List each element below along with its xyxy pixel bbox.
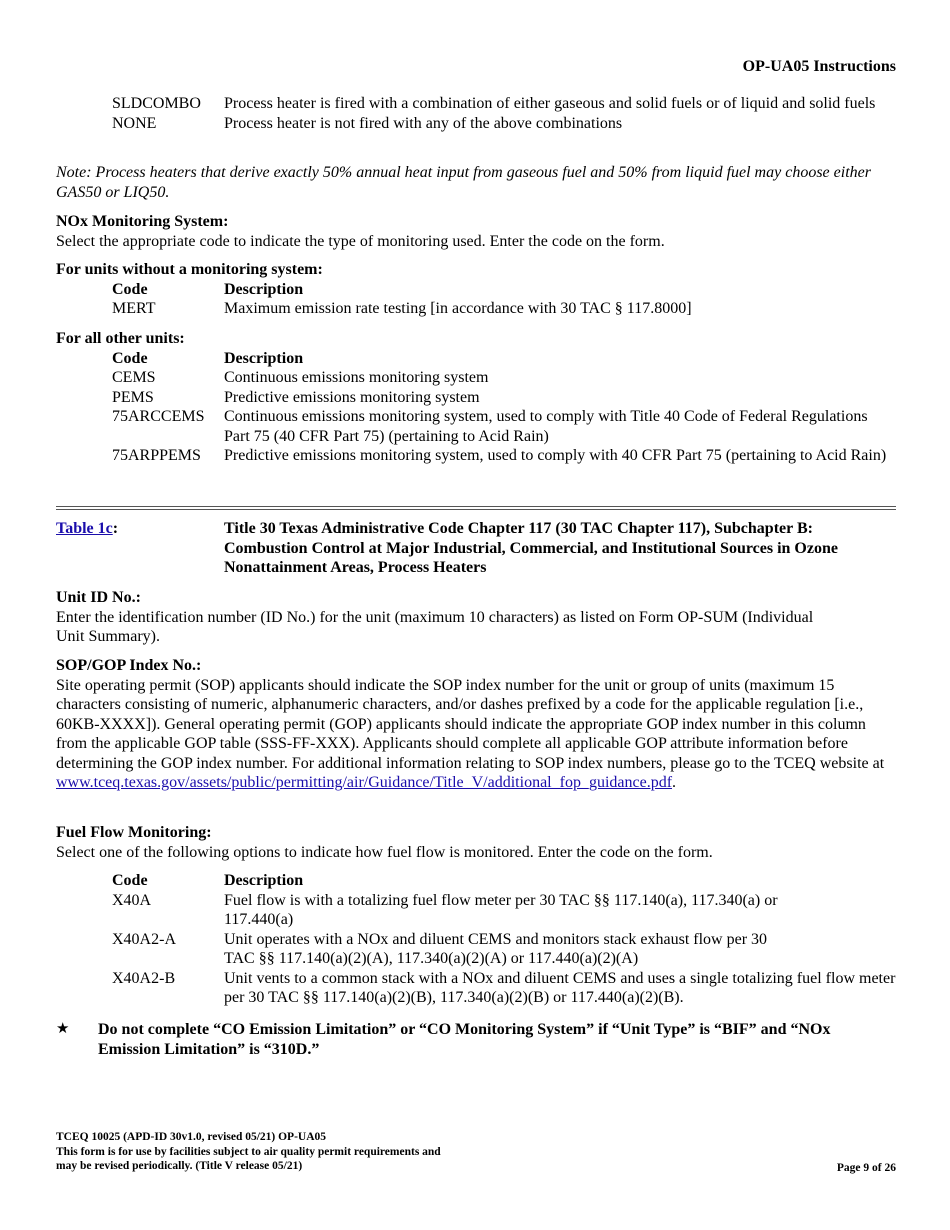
star-icon: ★ [56, 1021, 70, 1037]
table-row [112, 969, 896, 1008]
page-header-title: OP-UA05 Instructions [742, 58, 896, 75]
table-1c-title [56, 519, 896, 578]
section-instruction: Select one of the following options to indicate how fuel flow is monitored. Enter the code on the form. [56, 843, 713, 861]
section-text: Enter the identification number (ID No.) for the unit (maximum 10 characters) as listed on Form OP-SUM (Individual Unit Summary). [56, 608, 814, 645]
section-divider-top [56, 506, 896, 507]
page-number: Page 9 of 26 [836, 1162, 896, 1174]
description-cell: Predictive emissions monitoring system [224, 388, 480, 406]
table-title-text: Title 30 Texas Administrative Code Chapter 117 (30 TAC Chapter 117), Subchapter B: Combustion Control at Major Industrial, Commercial, and Institutional Sources in Ozone Nonattainment Areas, Process Heaters [224, 520, 838, 576]
description-cell: Process heater is fired with a combination of either gaseous and solid fuels or of liquid and solid fuels [224, 95, 876, 112]
column-header-code: Code [112, 349, 148, 367]
code-cell: NONE [112, 114, 157, 132]
code-cell: X40A2-B [112, 969, 176, 987]
sop-gop-section [56, 656, 896, 793]
section-instruction: Select the appropriate code to indicate the type of monitoring used. Enter the code on the form. [56, 232, 665, 250]
section-heading: Unit ID No.: [56, 589, 141, 606]
table-header-row [112, 871, 896, 891]
table-header-row [112, 280, 896, 300]
fuel-flow-section [56, 823, 896, 862]
table-row [112, 446, 896, 466]
star-note-text: Do not complete “CO Emission Limitation” or “CO Monitoring System” if “Unit Type” is “BIF” and “NOx Emission Limitation” is “310D.” [98, 1021, 831, 1058]
column-header-description: Description [224, 280, 304, 298]
code-cell: X40A [112, 891, 152, 909]
code-cell: X40A2-A [112, 930, 176, 948]
footer-revision-line: may be revised periodically. (Title V release 05/21) [56, 1160, 303, 1172]
table-header-row [112, 349, 896, 369]
subsection-heading: For units without a monitoring system: [56, 261, 323, 278]
column-header-code: Code [112, 872, 148, 889]
code-cell: SLDCOMBO [112, 95, 201, 112]
without-monitoring-section [56, 260, 896, 319]
page-footer [56, 1130, 896, 1174]
table-row [112, 388, 896, 408]
table-label-colon: : [112, 520, 119, 537]
code-cell: 75ARCCEMS [112, 408, 205, 425]
column-header-description: Description [224, 872, 304, 889]
table-row [112, 94, 896, 114]
code-cell: MERT [112, 300, 156, 317]
table-row [112, 299, 896, 319]
description-cell: Predictive emissions monitoring system, used to comply with 40 CFR Part 75 (pertaining to Acid Rain) [224, 447, 887, 464]
code-cell: PEMS [112, 388, 154, 406]
section-heading: Fuel Flow Monitoring: [56, 824, 212, 841]
combo-code-table [112, 94, 896, 133]
section-heading: SOP/GOP Index No.: [56, 657, 202, 674]
sentence-period: . [672, 774, 677, 791]
description-cell: Maximum emission rate testing [in accordance with 30 TAC § 117.8000] [224, 300, 692, 317]
nox-monitoring-section [56, 212, 896, 251]
section-text [56, 676, 888, 793]
description-cell: Continuous emissions monitoring system [224, 369, 489, 386]
description-cell: Unit vents to a common stack with a NOx and diluent CEMS and uses a single totalizing fuel flow meter per 30 TAC §§ 117.140(a)(2)(B), 117.340(a)(2)(B) or 117.440(a)(2)(B). [224, 969, 896, 1006]
column-header-description: Description [224, 349, 304, 367]
footer-form-id: TCEQ 10025 (APD-ID 30v1.0, revised 05/21) OP-UA05 [56, 1131, 327, 1143]
subsection-heading: For all other units: [56, 330, 185, 347]
other-units-section [56, 329, 896, 466]
fuel-note: Note: Process heaters that derive exactly 50% annual heat input from gaseous fuel and 50% from liquid fuel may choose either GAS50 or LIQ50. [56, 164, 871, 201]
table-row [112, 407, 896, 446]
fuel-flow-code-table [112, 871, 896, 1008]
code-cell: 75ARPPEMS [112, 447, 201, 464]
table-row [112, 891, 896, 930]
table-row [112, 114, 896, 134]
table-1c-link[interactable]: Table 1c [56, 520, 113, 537]
sop-gop-paragraph: Site operating permit (SOP) applicants should indicate the SOP index number for the unit or group of units (maximum 15 characters consisting of numeric, alphanumeric characters, and/or dashes prefixed by a code for the applicable regulation [i.e., 60KB-XXXX]). General operating permit (GOP) applicants should indicate the appropriate GOP index number in this column from the applicable GOP table (SSS-FF-XXX). Applicants should complete all applicable GOP attribute information before determining the GOP index number. For additional information relating to SOP index numbers, please go to the TCEQ website at [56, 676, 885, 772]
description-cell: Fuel flow is with a totalizing fuel flow meter per 30 TAC §§ 117.140(a), 117.340(a) or 117.440(a) [224, 891, 778, 928]
column-header-code: Code [112, 280, 148, 298]
table-row [112, 368, 896, 388]
section-divider-bottom [56, 509, 896, 510]
star-note [56, 1020, 896, 1059]
table-row [112, 930, 896, 969]
description-cell: Process heater is not fired with any of the above combinations [224, 114, 623, 132]
section-heading: NOx Monitoring System: [56, 213, 229, 230]
code-cell: CEMS [112, 369, 156, 386]
footer-usage-line: This form is for use by facilities subject to air quality permit requirements and [56, 1145, 441, 1158]
unit-id-section [56, 588, 896, 647]
tceq-guidance-link[interactable]: www.tceq.texas.gov/assets/public/permitting/air/Guidance/Title_V/additional_fop_guidance.pdf [56, 774, 673, 791]
description-cell: Continuous emissions monitoring system, used to comply with Title 40 Code of Federal Regulations Part 75 (40 CFR Part 75) (pertaining to Acid Rain) [224, 408, 868, 445]
description-cell: Unit operates with a NOx and diluent CEMS and monitors stack exhaust flow per 30 TAC §§ 117.140(a)(2)(A), 117.340(a)(2)(A) or 117.440(a)(2)(A) [224, 930, 768, 967]
table-label [56, 519, 224, 578]
